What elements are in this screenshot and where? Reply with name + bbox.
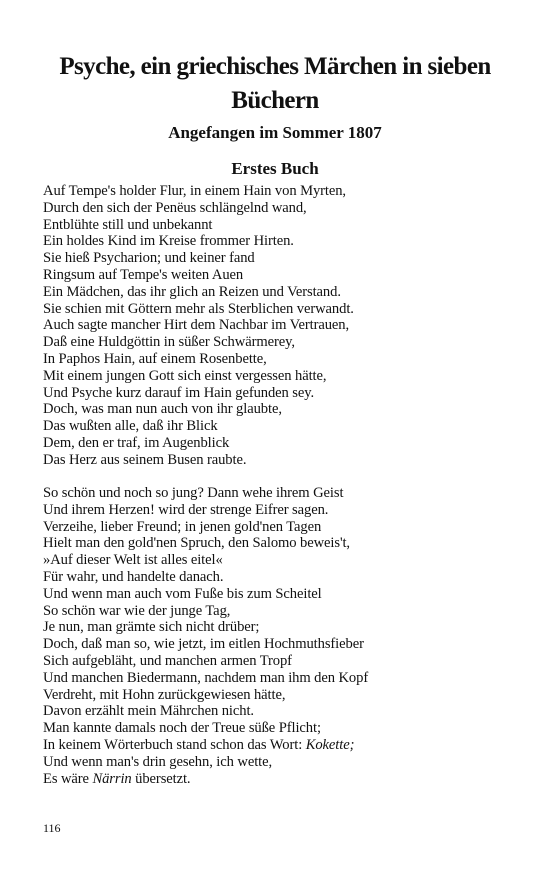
verse-line: Und Psyche kurz darauf im Hain gefunden sey. xyxy=(43,384,315,401)
verse-line: »Auf dieser Welt ist alles eitel« xyxy=(43,552,223,569)
verse-text: Es wäre xyxy=(43,770,93,787)
verse-line: So schön und noch so jung? Dann wehe ihrem Geist xyxy=(43,485,344,501)
verse-line: Für wahr, und handelte danach. xyxy=(43,568,224,585)
poem-subtitle: Angefangen im Sommer 1807 xyxy=(168,123,382,142)
verse-line: Sie schien mit Göttern mehr als Sterblichen verwandt. xyxy=(43,300,354,317)
verse-line: Verzeihe, lieber Freund; in jenen gold'nen Tagen xyxy=(43,518,322,535)
verse-line: Sich aufgebläht, und manchen armen Tropf xyxy=(43,652,292,669)
poem-title: Psyche, ein griechisches Märchen in sieben Büchern xyxy=(59,53,491,114)
verse-line: Und manchen Biedermann, nachdem man ihm den Kopf xyxy=(43,669,369,686)
verse-line: Auch sagte mancher Hirt dem Nachbar im Vertrauen, xyxy=(43,317,350,334)
verse-line: Doch, was man nun auch von ihr glaubte, xyxy=(43,401,282,418)
verse-line: Und ihrem Herzen! wird der strenge Eifrer sagen. xyxy=(43,501,329,518)
verse-text: In keinem Wörterbuch stand schon das Wort: xyxy=(43,736,306,753)
verse-line: Davon erzählt mein Mährchen nicht. xyxy=(43,703,254,720)
italic-word: Kokette; xyxy=(305,736,355,753)
page-number: 116 xyxy=(43,821,61,835)
verse-line: Sie hieß Psycharion; und keiner fand xyxy=(43,250,255,267)
verse-line: So schön war wie der junge Tag, xyxy=(43,602,231,619)
verse-line: Man kannte damals noch der Treue süße Pflicht; xyxy=(43,720,321,737)
verse-line: In Paphos Hain, auf einem Rosenbette, xyxy=(43,350,267,367)
verse-line xyxy=(43,737,513,754)
verse-line: Ein holdes Kind im Kreise frommer Hirten. xyxy=(43,233,294,250)
verse-line: Doch, daß man so, wie jetzt, im eitlen Hochmuthsfieber xyxy=(43,636,364,653)
verse-line: Daß eine Huldgöttin in süßer Schwärmerey, xyxy=(43,334,295,351)
verse-line: Auf Tempe's holder Flur, in einem Hain von Myrten, xyxy=(43,183,346,199)
book-heading: Erstes Buch xyxy=(231,159,319,178)
stanza-1 xyxy=(43,183,513,469)
verse-line: Ein Mädchen, das ihr glich an Reizen und Verstand. xyxy=(43,283,341,300)
verse-line: Das wußten alle, daß ihr Blick xyxy=(43,418,218,435)
verse-line: Mit einem jungen Gott sich einst vergessen hätte, xyxy=(43,367,327,384)
italic-word: Närrin xyxy=(92,770,132,787)
verse-line: Dem, den er traf, im Augenblick xyxy=(43,434,230,451)
verse-line: Entblühte still und unbekannt xyxy=(43,216,213,233)
verse-line: Verdreht, mit Hohn zurückgewiesen hätte, xyxy=(43,686,286,703)
verse-line: Hielt man den gold'nen Spruch, den Salomo beweis't, xyxy=(43,535,350,552)
verse-line: Und wenn man auch vom Fuße bis zum Scheitel xyxy=(43,585,322,602)
verse-line: Ringsum auf Tempe's weiten Auen xyxy=(43,266,244,283)
verse-text: übersetzt. xyxy=(131,770,191,787)
verse-line: Je nun, man grämte sich nicht drüber; xyxy=(43,619,260,636)
verse-line: Und wenn man's drin gesehn, ich wette, xyxy=(43,753,273,770)
verse-line: Das Herz aus seinem Busen raubte. xyxy=(43,451,247,468)
verse-line: Durch den sich der Penëus schlängelnd wand, xyxy=(43,199,307,216)
verse-line xyxy=(43,771,513,788)
stanza-2 xyxy=(43,485,513,787)
